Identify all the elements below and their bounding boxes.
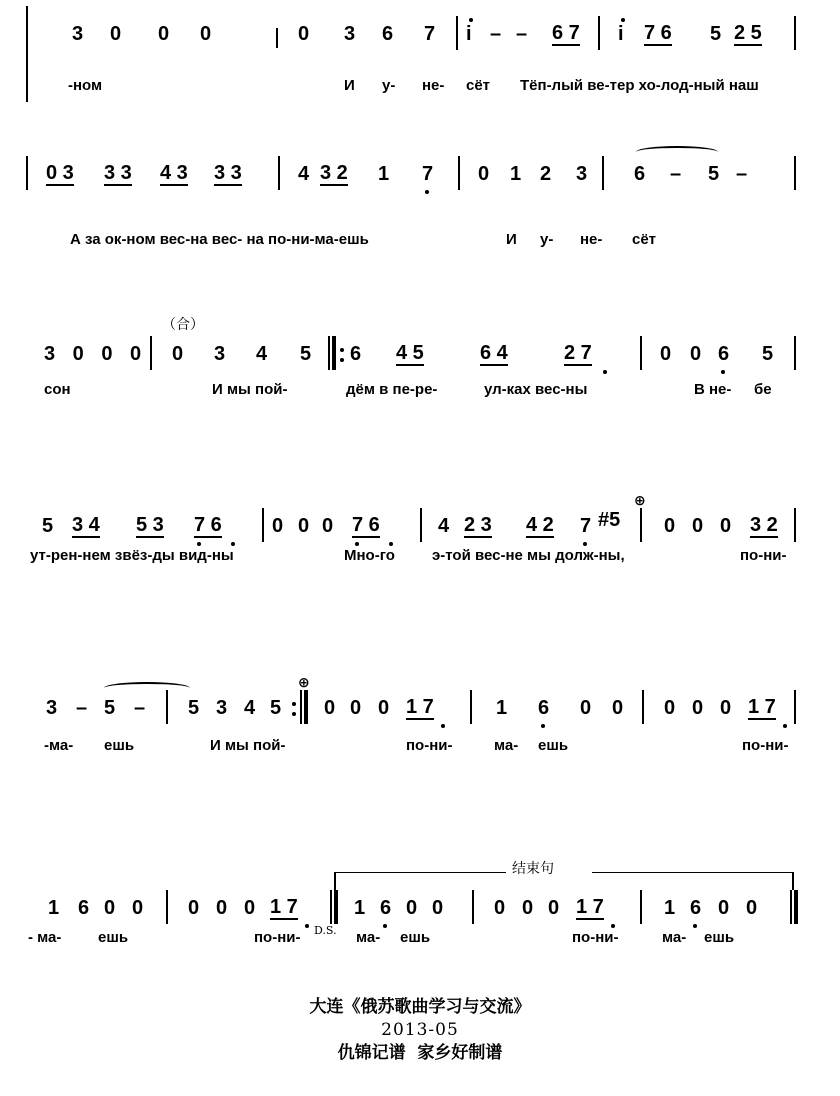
note: 3	[344, 23, 356, 45]
system-5-notes	[0, 674, 840, 728]
lyric: по-ни-	[254, 929, 301, 946]
barline	[794, 508, 796, 542]
final-barline-thick	[794, 890, 798, 924]
octave-dot	[425, 190, 429, 194]
lyric: по-ни-	[572, 929, 619, 946]
note: 0	[548, 897, 560, 919]
octave-dot	[721, 370, 725, 374]
lyric: - ма-	[28, 929, 62, 946]
note: –	[736, 163, 748, 185]
note: 0	[432, 897, 444, 919]
note: 6	[380, 897, 392, 919]
lyric: сон	[44, 381, 71, 398]
barline	[794, 690, 796, 724]
lyric: Мно-го	[344, 547, 395, 564]
note: 0	[298, 23, 310, 45]
lyric: сёт	[632, 231, 657, 248]
note: 0	[720, 515, 732, 537]
system-3-notes	[0, 334, 840, 374]
note: 0	[110, 23, 122, 45]
tie-slur	[104, 682, 190, 694]
note: 0	[478, 163, 490, 185]
final-barline-thick	[334, 890, 338, 924]
barline	[166, 690, 168, 724]
octave-dot	[541, 724, 545, 728]
note: 6	[718, 343, 730, 365]
note: 7 6	[352, 514, 380, 536]
note: 1 7	[576, 896, 604, 918]
note: i	[466, 23, 472, 45]
tie-slur	[636, 146, 718, 158]
barline	[640, 508, 642, 542]
barline	[150, 336, 152, 370]
note: –	[516, 23, 528, 45]
note: –	[490, 23, 502, 45]
note: 0	[612, 697, 624, 719]
note: 7	[580, 515, 592, 537]
note: 6	[690, 897, 702, 919]
note: 2 7	[564, 342, 592, 364]
note: 3	[216, 697, 228, 719]
barline	[640, 890, 642, 924]
note: 5	[104, 697, 116, 719]
octave-dot	[603, 370, 607, 374]
note: 7 6	[644, 22, 672, 44]
note: 1	[510, 163, 522, 185]
note: 7 6	[194, 514, 222, 536]
note: 0	[406, 897, 418, 919]
note: 2	[540, 163, 552, 185]
note: 1 7	[748, 696, 776, 718]
note: 1	[354, 897, 366, 919]
repeat-dot	[340, 348, 344, 352]
octave-dot	[783, 724, 787, 728]
note: 0	[172, 343, 184, 365]
note: 1	[48, 897, 60, 919]
note: 6	[350, 343, 362, 365]
barline	[278, 156, 280, 190]
system-5-lyrics	[0, 736, 840, 760]
note: 4	[244, 697, 256, 719]
note: 6	[382, 23, 394, 45]
note: 2 5	[734, 22, 762, 44]
note: 3 3	[104, 162, 132, 184]
note: 0	[690, 343, 702, 365]
barline	[598, 16, 600, 50]
note: 0	[660, 343, 672, 365]
system-1-notes	[0, 14, 840, 54]
system-4-lyrics	[0, 546, 840, 570]
barline	[602, 156, 604, 190]
note: 5	[710, 23, 722, 45]
lyric: И	[344, 77, 355, 94]
ds-mark: D.S.	[314, 924, 337, 937]
ending-label: 结束句	[512, 860, 554, 876]
note: #5	[598, 509, 621, 531]
note: 5 3	[136, 514, 164, 536]
credits-footer	[0, 996, 840, 1065]
final-barline-thin	[330, 890, 332, 924]
segno-sign: ⊕	[634, 492, 646, 508]
note: 5	[270, 697, 282, 719]
note: 1	[496, 697, 508, 719]
system-6-lyrics	[0, 924, 840, 952]
lyric: ешь	[98, 929, 129, 946]
note: 0	[580, 697, 592, 719]
note: 0	[692, 515, 704, 537]
note: –	[134, 697, 146, 719]
barline	[640, 336, 642, 370]
note: 0 3	[46, 162, 74, 184]
repeat-barline-thick	[304, 690, 308, 724]
barline	[472, 890, 474, 924]
note: 3 2	[320, 162, 348, 184]
note: 6	[634, 163, 646, 185]
note: 0	[692, 697, 704, 719]
lyric: -ма-	[44, 737, 74, 754]
lyric: ешь	[400, 929, 431, 946]
note: 0	[494, 897, 506, 919]
note: –	[670, 163, 682, 185]
note: 0	[664, 515, 676, 537]
octave-dot	[621, 18, 625, 22]
note: 0	[158, 23, 170, 45]
lyric: ма-	[494, 737, 519, 754]
barline	[458, 156, 460, 190]
lyric: А за ок-ном вес-на вес- на по-ни-ма-ешь	[70, 231, 369, 248]
note: 1	[664, 897, 676, 919]
system-2-notes	[0, 154, 840, 194]
note: 6	[538, 697, 550, 719]
note: 5	[300, 343, 312, 365]
note: 4 3	[160, 162, 188, 184]
note: 0	[522, 897, 534, 919]
barline	[794, 336, 796, 370]
note: 4 5	[396, 342, 424, 364]
credits-date: 2013-05	[381, 1020, 459, 1040]
segno-sign: ⊕	[298, 674, 310, 690]
repeat-barline-thin	[300, 690, 302, 724]
lyric: Тёп-лый ве-тер хо-лод-ный наш	[520, 77, 759, 94]
barline	[794, 156, 796, 190]
note: 5	[42, 515, 54, 537]
chorus-annotation: （合）	[162, 316, 204, 332]
credits-authors: 仇锦记谱 家乡好制谱	[337, 1043, 503, 1063]
repeat-dot	[340, 358, 344, 362]
lyric: И мы пой-	[212, 381, 288, 398]
lyric: -ном	[68, 77, 103, 94]
octave-dot	[469, 18, 473, 22]
barline	[276, 28, 278, 48]
note: 4	[256, 343, 268, 365]
lyric: ут-рен-нем звёз-ды вид-ны	[30, 547, 234, 564]
lyric: ешь	[538, 737, 569, 754]
lyric: по-ни-	[742, 737, 789, 754]
note: 3	[72, 23, 84, 45]
system-2-lyrics	[0, 230, 840, 254]
barline	[262, 508, 264, 542]
note: 5	[708, 163, 720, 185]
note: 0	[378, 697, 390, 719]
note: i	[618, 23, 624, 45]
note: 0	[216, 897, 228, 919]
final-barline-thin	[790, 890, 792, 924]
note: 0	[664, 697, 676, 719]
note: 0	[324, 697, 336, 719]
lyric: ешь	[104, 737, 135, 754]
lyric: по-ни-	[406, 737, 453, 754]
lyric: бе	[754, 381, 772, 398]
note: 5	[762, 343, 774, 365]
note: 1 7	[406, 696, 434, 718]
note: 7	[422, 163, 434, 185]
lyric: по-ни-	[740, 547, 787, 564]
note: 1 7	[270, 896, 298, 918]
barline	[420, 508, 422, 542]
note: 5	[188, 697, 200, 719]
note: 0	[350, 697, 362, 719]
lyric: ешь	[704, 929, 735, 946]
system-3-lyrics	[0, 380, 840, 404]
note: 2 3	[464, 514, 492, 536]
system-4-notes	[0, 492, 840, 546]
note: 0	[244, 897, 256, 919]
system-1-lyrics	[0, 76, 840, 100]
repeat-barline-thick	[332, 336, 336, 370]
lyric: И мы пой-	[210, 737, 286, 754]
barline	[794, 16, 796, 50]
lyric: у-	[540, 231, 554, 248]
lyric: не-	[422, 77, 445, 94]
note: 0	[200, 23, 212, 45]
barline	[166, 890, 168, 924]
note: 6	[78, 897, 90, 919]
lyric: у-	[382, 77, 396, 94]
lyric: ул-ках вес-ны	[484, 381, 588, 398]
note: 0	[298, 515, 310, 537]
octave-dot	[441, 724, 445, 728]
barline	[642, 690, 644, 724]
note: 3 2	[750, 514, 778, 536]
note: 7	[424, 23, 436, 45]
repeat-dot	[292, 712, 296, 716]
lyric: сёт	[466, 77, 491, 94]
note: 0	[104, 897, 116, 919]
note: 4 2	[526, 514, 554, 536]
lyric: В не-	[694, 381, 732, 398]
note: 6 4	[480, 342, 508, 364]
note: 0	[132, 897, 144, 919]
note: 3 0 0 0	[44, 343, 148, 365]
lyric: дём в пе-ре-	[346, 381, 438, 398]
lyric: э-той вес-не мы долж-ны,	[432, 547, 625, 564]
lyric: ма-	[356, 929, 381, 946]
note: 0	[718, 897, 730, 919]
note: 3	[214, 343, 226, 365]
note: 4	[298, 163, 310, 185]
note: 3 3	[214, 162, 242, 184]
note: –	[76, 697, 88, 719]
note: 0	[322, 515, 334, 537]
note: 0	[272, 515, 284, 537]
note: 6 7	[552, 22, 580, 44]
barline	[26, 156, 28, 190]
credits-source: 大连《俄苏歌曲学习与交流》	[309, 997, 531, 1017]
repeat-dot	[292, 702, 296, 706]
note: 3	[576, 163, 588, 185]
lyric: И	[506, 231, 517, 248]
barline	[470, 690, 472, 724]
lyric: ма-	[662, 929, 687, 946]
note: 4	[438, 515, 450, 537]
note: 3 4	[72, 514, 100, 536]
note: 3	[46, 697, 58, 719]
repeat-barline-thin	[328, 336, 330, 370]
note: 0	[746, 897, 758, 919]
note: 0	[720, 697, 732, 719]
system-6-notes	[0, 888, 840, 928]
barline	[456, 16, 458, 50]
note: 0	[188, 897, 200, 919]
lyric: не-	[580, 231, 603, 248]
note: 1	[378, 163, 390, 185]
